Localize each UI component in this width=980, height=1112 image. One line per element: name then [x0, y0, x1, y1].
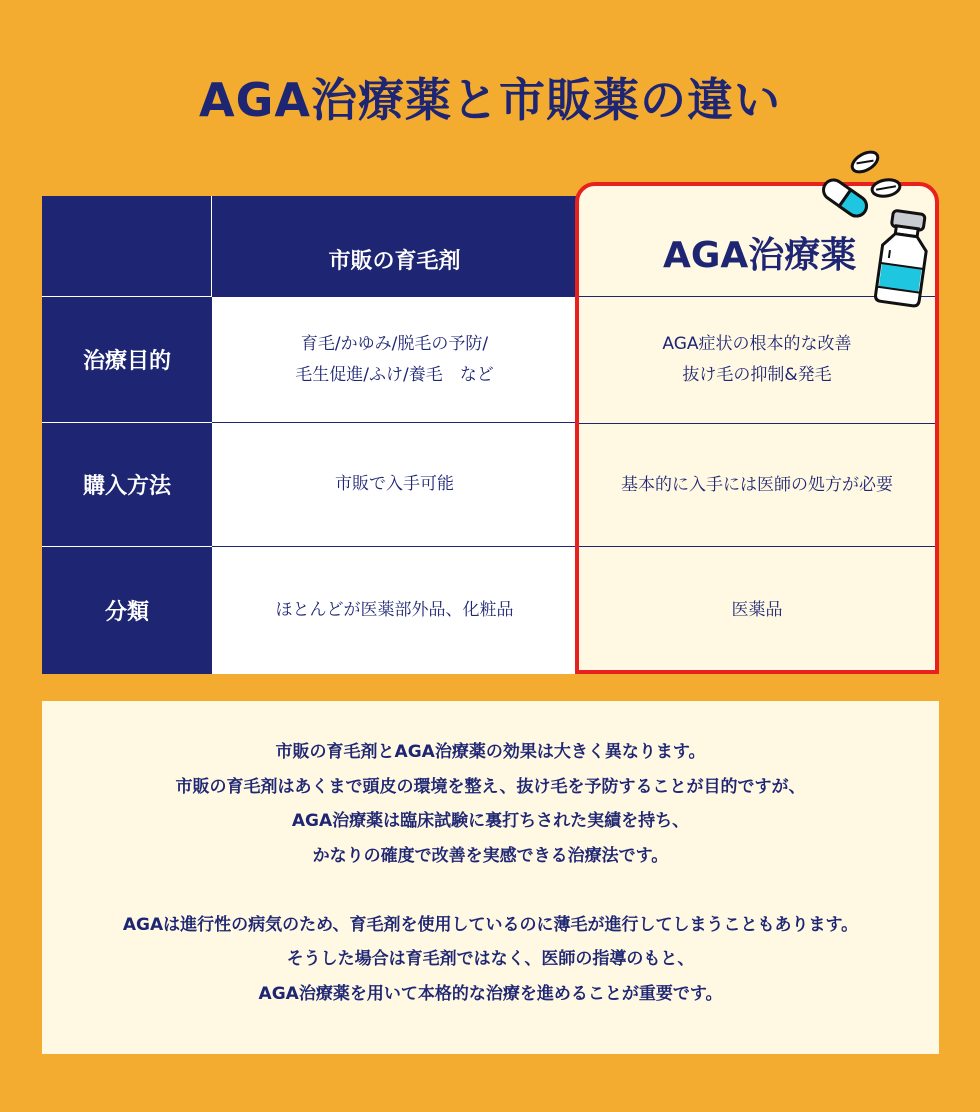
note-line: AGA治療薬を用いて本格的な治療を進めることが重要です。 — [258, 983, 723, 1004]
page-title: AGA治療薬と市販薬の違い — [199, 73, 781, 127]
retail-purpose-line: 育毛/かゆみ/脱毛の予防/ — [300, 333, 489, 354]
paragraph-gap — [42, 873, 939, 908]
note-line: AGA治療薬は臨床試験に裏打ちされた実績を持ち、 — [291, 811, 690, 831]
header-aga: AGA治療薬 — [663, 234, 857, 276]
retail-purpose-cell — [212, 296, 577, 422]
aga-category-cell — [579, 546, 935, 674]
explanation-box — [42, 701, 939, 1054]
aga-purchase-text: 基本的に入手には医師の処方が必要 — [621, 474, 893, 495]
note-line: AGAは進行性の病気のため、育毛剤を使用しているのに薄毛が進行してしまうこともあります。 — [122, 914, 859, 935]
row-label-purpose: 治療目的 — [42, 296, 212, 422]
aga-category-text: 医薬品 — [731, 600, 783, 620]
note-line: 市販の育毛剤はあくまで頭皮の環境を整え、抜け毛を予防することが目的ですが、 — [175, 776, 806, 797]
row-label-purchase: 購入方法 — [42, 422, 212, 546]
note-line: かなりの確度で改善を実感できる治療法です。 — [312, 845, 669, 866]
aga-purchase-cell — [579, 423, 935, 546]
aga-purpose-cell — [579, 296, 935, 423]
header-retail: 市販の育毛剤 — [212, 196, 577, 296]
retail-category-cell — [212, 546, 577, 674]
aga-purpose-line: 抜け毛の抑制&発毛 — [682, 365, 832, 385]
header-empty-cell — [42, 196, 212, 296]
retail-purchase-cell — [212, 422, 577, 546]
aga-purpose-line: AGA症状の根本的な改善 — [662, 334, 852, 354]
retail-purpose-line: 毛生促進/ふけ/養毛 など — [295, 364, 494, 385]
pills-and-bottle-icon — [815, 140, 940, 315]
note-line: そうした場合は育毛剤ではなく、医師の指導のもと、 — [286, 949, 695, 969]
retail-category-text: ほとんどが医薬部外品、化粧品 — [275, 600, 514, 620]
note-line: 市販の育毛剤とAGA治療薬の効果は大きく異なります。 — [275, 742, 706, 762]
row-label-category: 分類 — [42, 546, 212, 674]
retail-purchase-text: 市販で入手可能 — [335, 474, 454, 494]
